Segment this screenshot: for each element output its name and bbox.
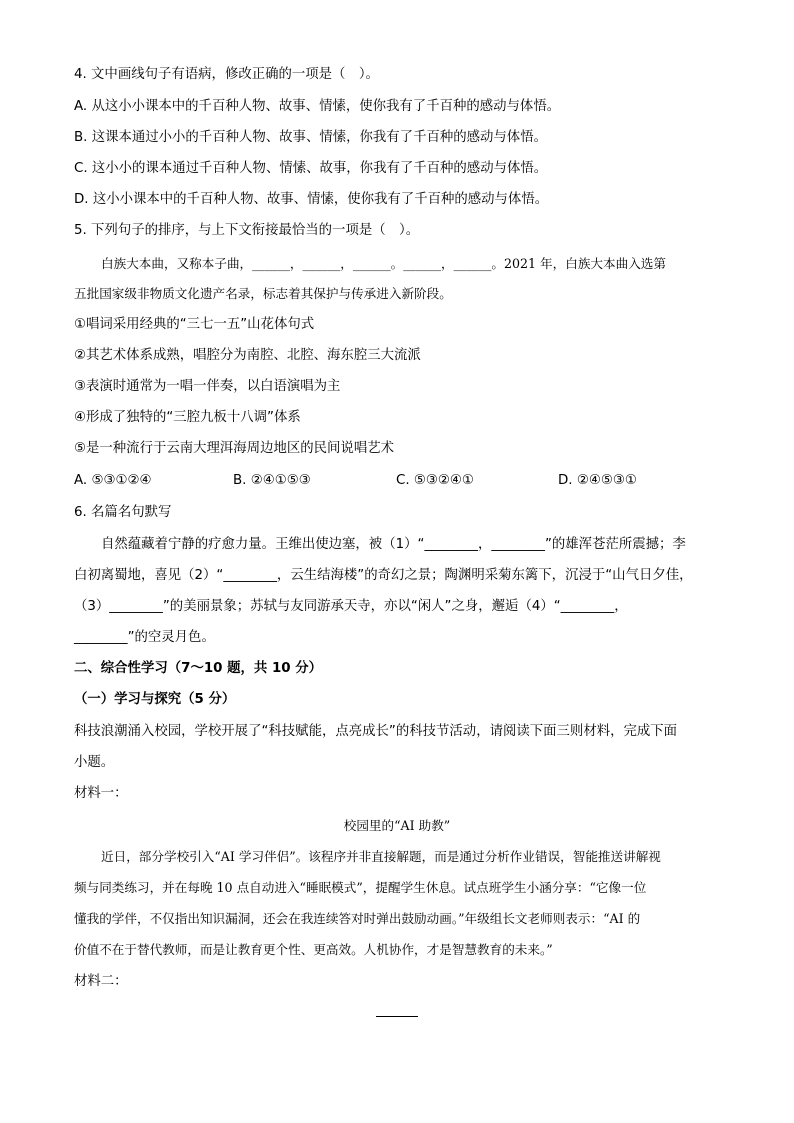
material2-label: 材料二： <box>74 974 128 989</box>
section2-intro-line1: 科技浪潮涌入校园，学校开展了“科技赋能，点亮成长”的科技节活动，请阅读下面三则材料，完成下面 <box>74 724 678 739</box>
material1-title: 校园里的“AI 助教” <box>343 818 451 833</box>
q5-item-2: ②其艺术体系成熟，唱腔分为南腔、北腔、海东腔三大流派 <box>74 348 421 363</box>
material1-label: 材料一： <box>74 786 128 801</box>
material1-line-3: 懂我的学伴，不仅指出知识漏洞，还会在我连续答对时弹出鼓励动画。”年级组长文老师则表示：“AI 的 <box>74 911 641 926</box>
q5-option-d: D. ②④⑤③① <box>558 473 637 488</box>
q5-option-b: B. ②④①⑤③ <box>233 473 311 488</box>
q6-stem: 6. 名篇名句默写 <box>74 505 172 520</box>
q5-stem: 5. 下列句子的排序，与上下文衔接最恰当的一项是（ ）。 <box>74 223 420 238</box>
material1-line-4: 价值不在于替代教师，而是让教育更个性、更高效。人机协作，才是智慧教育的未来。” <box>74 942 553 957</box>
q6-line-2: 白初离蜀地，喜见（2）“________，云生结海楼”的奇幻之景；陶渊明采菊东篱下，沉浸于“山气日夕佳， <box>74 568 693 583</box>
q5-passage-line1: 白族大本曲，又称本子曲，______，______，______。______，______。2021 年，白族大本曲入选第 <box>101 256 666 271</box>
q5-option-a: A. ⑤③①②④ <box>74 473 152 488</box>
q5-item-3: ③表演时通常为一唱一伴奏，以白语演唱为主 <box>74 379 341 394</box>
material1-line-1: 近日，部分学校引入“AI 学习伴侣”。该程序并非直接解题，而是通过分析作业错误，智能推送讲解视 <box>101 849 661 864</box>
section2-subtitle: （一）学习与探究（5 分） <box>74 692 236 707</box>
q4-option-b: B. 这课本通过小小的千百种人物、故事、情愫，你我有了千百种的感动与体悟。 <box>74 130 547 145</box>
q6-line-4: ________”的空灵月色。 <box>74 630 215 645</box>
q4-option-d: D. 这小小课本中的千百种人物、故事、情愫，使你我有了千百种的感动与体悟。 <box>74 192 549 207</box>
q5-option-c: C. ⑤③②④① <box>396 473 474 488</box>
q6-line-1: 自然蕴藏着宁静的疗愈力量。王维出使边塞，被（1）“________，________”的雄浑苍茫所震撼；李 <box>101 537 686 552</box>
section2-intro-line2: 小题。 <box>74 755 115 770</box>
material1-line-2: 频与同类练习，并在每晚 10 点自动进入“睡眠模式”，提醒学生休息。试点班学生小涵分享：“它像一位 <box>74 880 647 895</box>
q5-passage-line2: 五批国家级非物质文化遗产名录，标志着其保护与传承进入新阶段。 <box>74 286 452 301</box>
footer-divider <box>376 1016 418 1017</box>
q5-item-4: ④形成了独特的“三腔九板十八调”体系 <box>74 410 301 425</box>
q5-item-1: ①唱词采用经典的“三七一五”山花体句式 <box>74 317 315 332</box>
q4-stem: 4. 文中画线句子有语病，修改正确的一项是（ ）。 <box>74 67 379 82</box>
q4-option-a: A. 从这小小课本中的千百种人物、故事、情愫，使你我有了千百种的感动与体悟。 <box>74 99 561 114</box>
q4-option-c: C. 这小小的课本通过千百种人物、情愫、故事，你我有了千百种的感动与体悟。 <box>74 161 548 176</box>
q6-line-3: （3）________”的美丽景象；苏轼与友同游承天寺，亦以“闲人”之身，邂逅（4）“________， <box>74 599 628 614</box>
section2-title: 二、综合性学习（7～10 题，共 10 分） <box>74 661 323 676</box>
q5-item-5: ⑤是一种流行于云南大理洱海周边地区的民间说唱艺术 <box>74 441 394 456</box>
